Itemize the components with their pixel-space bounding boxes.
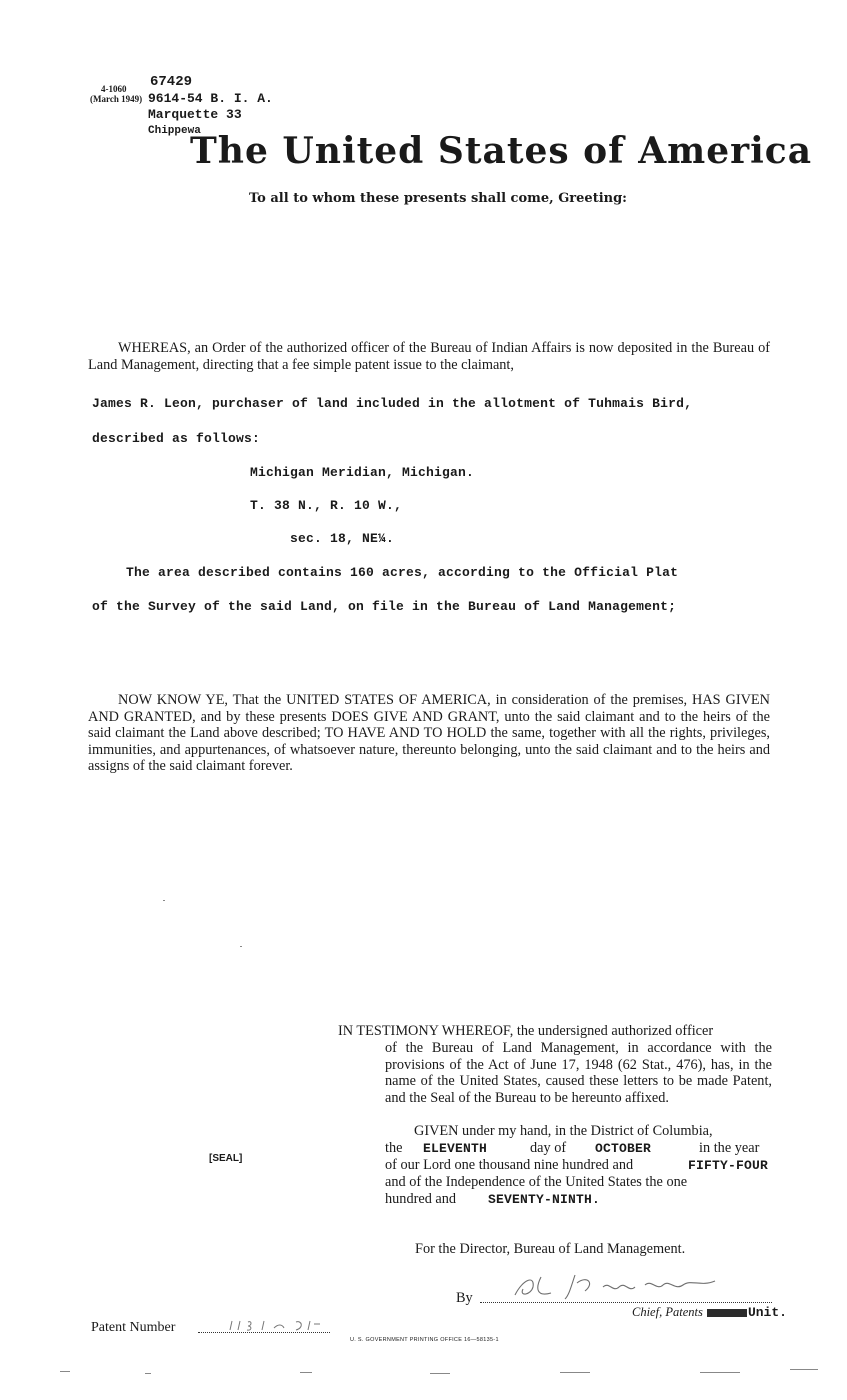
signature-scribble: [505, 1265, 735, 1305]
county-reference: Marquette 33: [148, 107, 242, 122]
grant-paragraph: NOW KNOW YE, That the UNITED STATES OF AMERICA, in consideration of the premises, HAS GIVEN AND GRANTED, and by these presents DOES GIVE AND GRANT, unto the said claimant and to the heirs of the said claimant the Land above described; TO HAVE AND TO HOLD the same, together with all the rights, privileges, immunities, and appurtenances, of whatsoever nature, thereunto belonging, unto the said claimant and to the heirs and assigns of the said claimant forever.: [88, 692, 770, 774]
in-year-text: in the year: [699, 1140, 760, 1156]
hundred-line: [385, 1191, 772, 1208]
struck-text-block: [707, 1309, 747, 1317]
independence-word: SEVENTY-NINTH.: [488, 1192, 601, 1207]
testimony-heading: IN TESTIMONY WHEREOF, the undersigned authorized officer: [338, 1023, 714, 1039]
independence-line: and of the Independence of the United States the one: [385, 1174, 688, 1190]
patent-number-stamp: [226, 1318, 326, 1334]
whereas-paragraph: WHEREAS, an Order of the authorized officer of the Bureau of Indian Affairs is now deposited in the Bureau of Land Management, directing that a fee simple patent issue to the claimant,: [88, 340, 770, 373]
seal-label: [SEAL]: [209, 1153, 243, 1164]
patent-number-label: Patent Number: [91, 1320, 176, 1335]
by-label: By: [456, 1290, 473, 1306]
section-line: sec. 18, NE¼.: [290, 531, 395, 546]
claimant-line: James R. Leon, purchaser of land included in the allotment of Tuhmais Bird,: [92, 396, 693, 411]
greeting: To all to whom these presents shall come, Greeting:: [249, 191, 627, 206]
area-line-2: of the Survey of the said Land, on file in the Bureau of Land Management;: [92, 599, 677, 614]
chief-title: [632, 1305, 787, 1320]
meridian-line: Michigan Meridian, Michigan.: [250, 465, 475, 480]
printer-imprint: U. S. GOVERNMENT PRINTING OFFICE 16—58135-1: [350, 1337, 499, 1343]
township-line: T. 38 N., R. 10 W.,: [250, 498, 403, 513]
form-number: 4-1060: [101, 84, 127, 94]
lord-text: of our Lord one thousand nine hundred and: [385, 1157, 634, 1173]
described-line: described as follows:: [92, 431, 261, 446]
date-line: [385, 1140, 772, 1157]
lord-line: [385, 1157, 772, 1174]
tribe-reference: Chippewa: [148, 125, 201, 137]
testimony-body: of the Bureau of Land Management, in accordance with the provisions of the Act of June 17, 1948 (62 Stat., 476), has, in the name of the United States, caused these letters to be made Patent, and the Seal of the Bureau to be hereunto affixed.: [385, 1040, 772, 1106]
form-date: (March 1949): [90, 94, 143, 104]
given-line: GIVEN under my hand, in the District of Columbia,: [414, 1123, 713, 1139]
month-word: OCTOBER: [595, 1141, 652, 1156]
hundred-text: hundred and: [385, 1191, 457, 1207]
director-line: For the Director, Bureau of Land Management.: [415, 1241, 686, 1257]
area-line-1: The area described contains 160 acres, according to the Official Plat: [126, 565, 679, 580]
bia-reference: 9614-54 B. I. A.: [148, 91, 273, 106]
year-word: FIFTY-FOUR: [688, 1158, 769, 1173]
unit-label: Unit.: [747, 1305, 787, 1320]
reference-number: 67429: [150, 74, 193, 90]
the-text: the: [385, 1140, 403, 1156]
chief-label: Chief, Patents: [632, 1305, 703, 1319]
document-title: The United States of America: [190, 130, 813, 172]
day-word: ELEVENTH: [423, 1141, 488, 1156]
day-of-text: day of: [530, 1140, 567, 1156]
